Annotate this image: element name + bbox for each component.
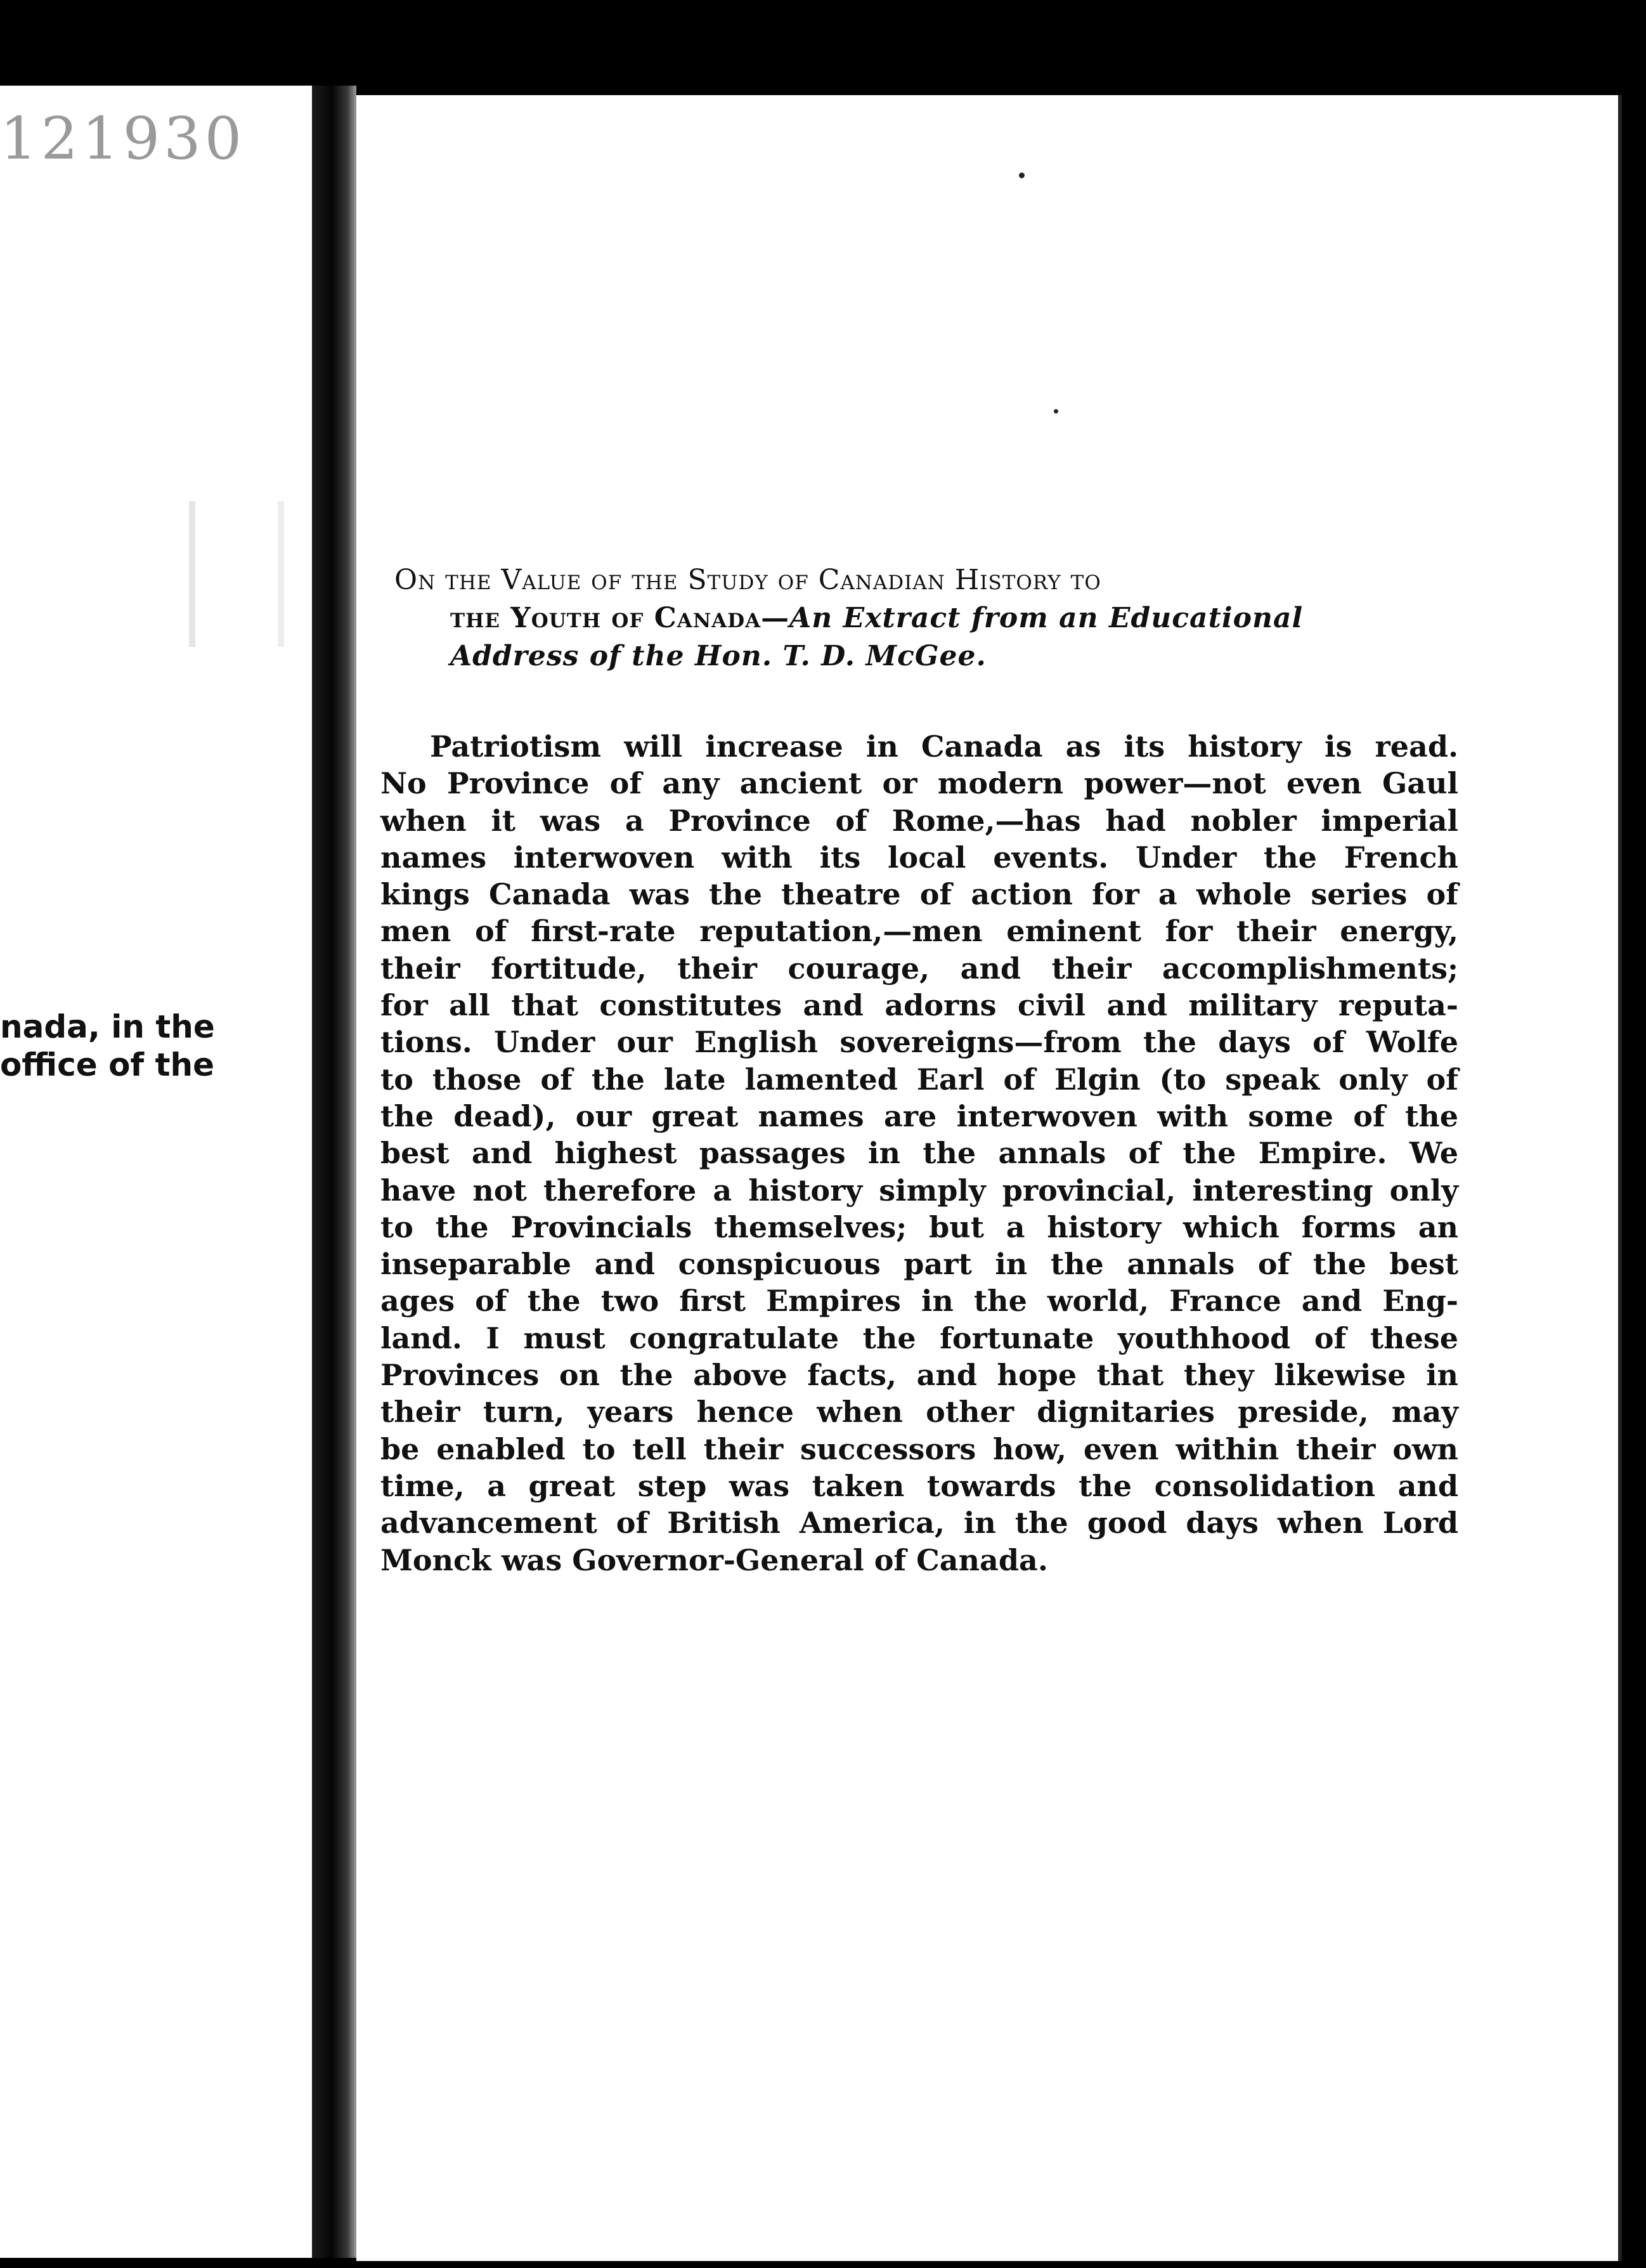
book-gutter xyxy=(312,86,356,2258)
body-line: their turn, years hence when other dignitaries preside, may xyxy=(380,1395,1458,1430)
body-line: kings Canada was the theatre of action for a whole series of xyxy=(380,877,1458,912)
left-page-fragment-2: office of the xyxy=(0,1046,214,1083)
body-line: ages of the two first Empires in the world, France and Eng- xyxy=(380,1284,1458,1319)
body-paragraph xyxy=(380,728,1458,1579)
body-line: for all that constitutes and adorns civil and military reputa- xyxy=(380,988,1458,1023)
body-line: Patriotism will increase in Canada as its history is read. xyxy=(430,729,1458,764)
body-line: inseparable and conspicuous part in the annals of the best xyxy=(380,1247,1458,1282)
right-page xyxy=(356,95,1622,2261)
body-line: land. I must congratulate the fortunate youthhood of these xyxy=(380,1320,1458,1355)
heading-line-3: Address of the Hon. T. D. McGee. xyxy=(450,640,987,672)
body-line: names interwoven with its local events. Under the French xyxy=(380,840,1458,875)
speck xyxy=(1054,409,1058,414)
left-page xyxy=(0,86,312,2258)
heading-line-2-caps: the Youth of Canada— xyxy=(450,602,790,634)
heading-line-1: On the Value of the Study of Canadian History to xyxy=(394,564,1101,596)
body-line: best and highest passages in the annals of the Empire. We xyxy=(380,1136,1458,1171)
body-line: the dead), our great names are interwoven with some of the xyxy=(380,1098,1458,1133)
speck xyxy=(1019,173,1025,178)
body-line: tions. Under our English sovereigns—from the days of Wolfe xyxy=(380,1025,1458,1060)
body-line: time, a great step was taken towards the consolidation and xyxy=(380,1468,1458,1503)
heading-line-2 xyxy=(394,599,1472,637)
body-line: be enabled to tell their successors how, even within their own xyxy=(380,1431,1458,1466)
left-page-fragment-1: nada, in the xyxy=(0,1008,215,1045)
manuscript-number: 121930 xyxy=(0,105,246,173)
body-line: Monck was Governor-General of Canada. xyxy=(380,1542,1048,1577)
body-line: have not therefore a history simply provincial, interesting only xyxy=(380,1173,1458,1208)
body-line: Provinces on the above facts, and hope that they likewise in xyxy=(380,1358,1458,1393)
body-line: No Province of any ancient or modern power—not even Gaul xyxy=(380,766,1458,801)
body-line: advancement of British America, in the good days when Lord xyxy=(380,1506,1458,1541)
body-line: to the Provincials themselves; but a history which forms an xyxy=(380,1209,1458,1244)
show-through-mark xyxy=(189,501,284,647)
body-line: when it was a Province of Rome,—has had nobler imperial xyxy=(380,803,1458,838)
body-line: men of first-rate reputation,—men eminent for their energy, xyxy=(380,914,1458,949)
body-line: to those of the late lamented Earl of Elgin (to speak only of xyxy=(380,1062,1458,1097)
heading-line-2-italic: An Extract from an Educational xyxy=(789,602,1304,634)
body-line: their fortitude, their courage, and their accomplishments; xyxy=(380,951,1458,986)
article-heading xyxy=(394,561,1472,675)
